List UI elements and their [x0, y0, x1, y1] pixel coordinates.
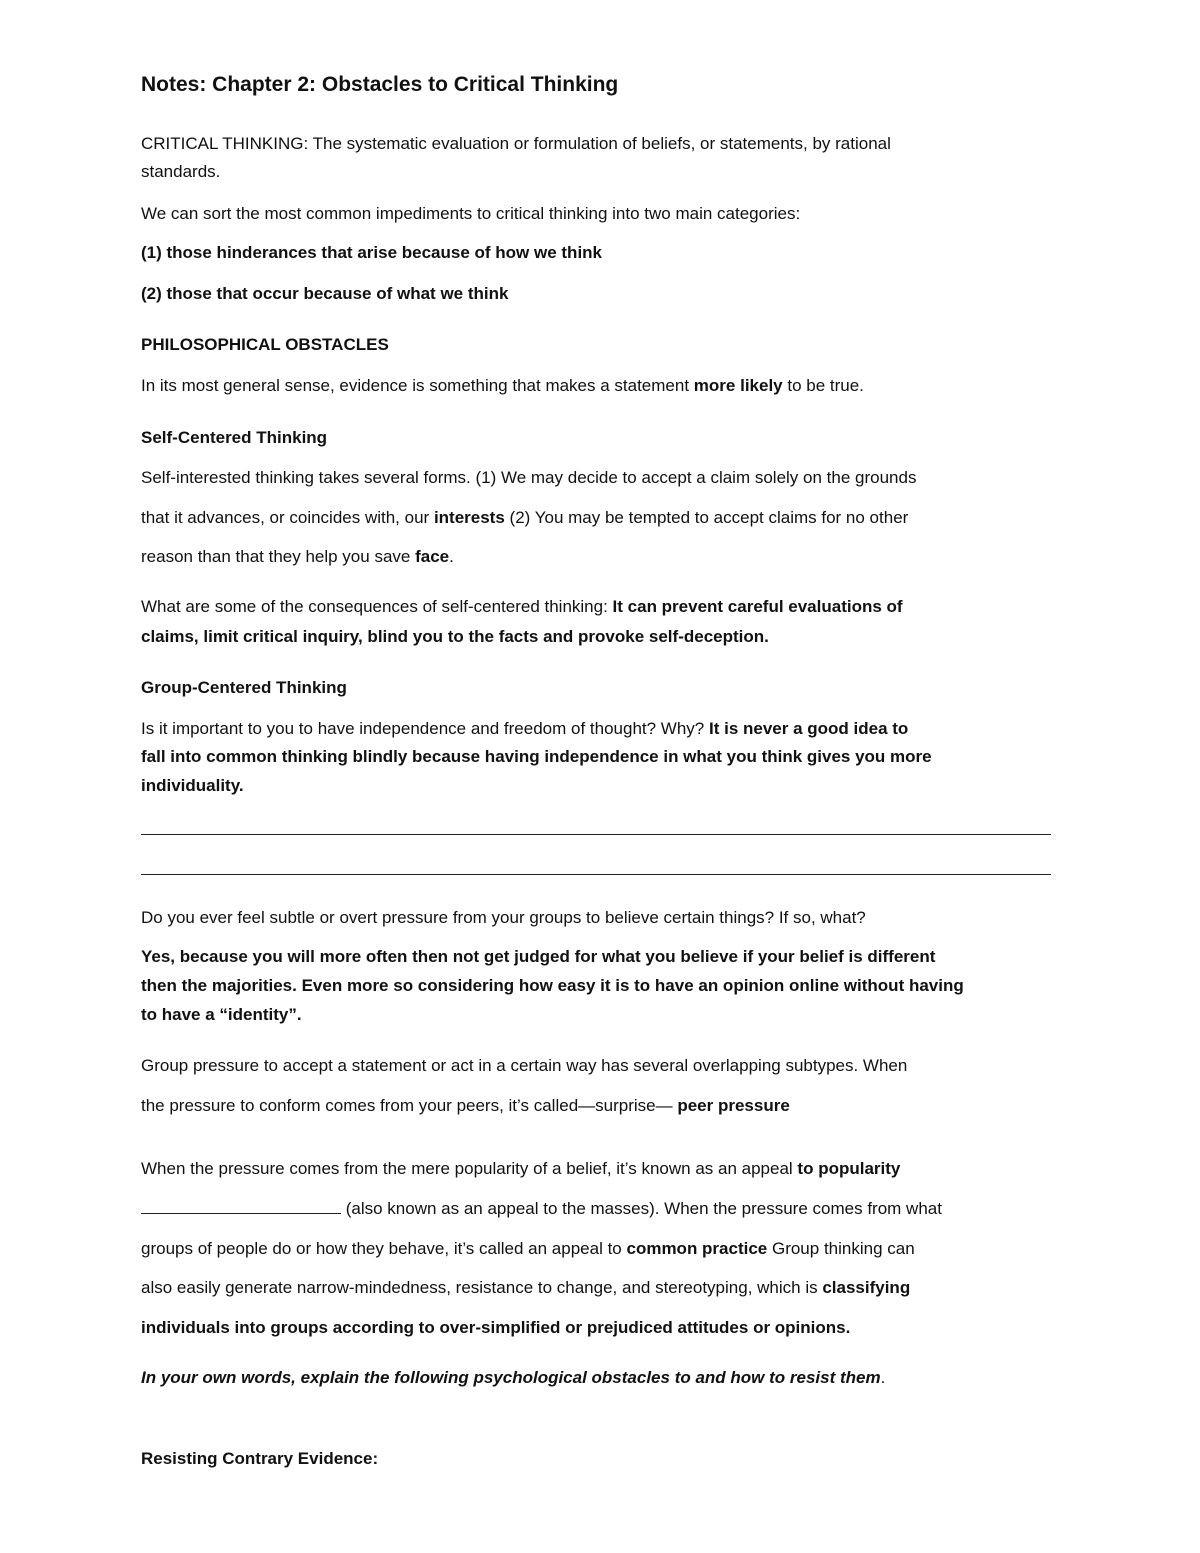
- answer-rule-2: [141, 874, 1051, 875]
- self-centered-text-2: (2) You may be tempted to accept claims for no other: [504, 508, 909, 527]
- category-2: (2) those that occur because of what we think: [141, 284, 509, 303]
- pressure-answer-3: to have a “identity”.: [141, 1005, 302, 1024]
- definition-text: The systematic evaluation or formulation of beliefs, or statements, by rational: [308, 134, 891, 153]
- independence-answer-1: It is never a good idea to: [708, 719, 909, 738]
- pressure-line-1: Group pressure to accept a statement or act in a certain way has several overlapping subtypes. When: [141, 1056, 908, 1075]
- independence-answer-3: individuality.: [141, 776, 244, 795]
- page-title: Notes: Chapter 2: Obstacles to Critical Thinking: [141, 73, 619, 96]
- consequences-question: What are some of the consequences of self-centered thinking:: [141, 597, 613, 616]
- intro-text: We can sort the most common impediments to critical thinking into two main categories:: [141, 204, 801, 223]
- popularity-answer: to popularity: [797, 1159, 901, 1178]
- peer-pressure-answer: peer pressure: [677, 1096, 790, 1115]
- self-centered-text-3: reason than that they help you save: [141, 547, 416, 566]
- evidence-text: In its most general sense, evidence is something that makes a statement: [141, 376, 694, 395]
- independence-line-1: [141, 718, 908, 740]
- common-practice-text: groups of people do or how they behave, it’s called an appeal to: [141, 1239, 627, 1258]
- group-thinking-text: Group thinking can: [767, 1239, 915, 1258]
- answer-rule-1: [141, 834, 1051, 835]
- definition-line-1: [141, 133, 891, 155]
- self-centered-text: that it advances, or coincides with, our: [141, 508, 434, 527]
- independence-question: Is it important to you to have independence and freedom of thought? Why?: [141, 719, 709, 738]
- evidence-answer: more likely: [693, 376, 783, 395]
- self-centered-line-3: [141, 546, 454, 568]
- pressure-line-4: [141, 1198, 942, 1220]
- definition-line-2: standards.: [141, 162, 221, 181]
- self-centered-line-1: Self-interested thinking takes several forms. (1) We may decide to accept a claim solely on the grounds: [141, 468, 917, 487]
- pressure-question: Do you ever feel subtle or overt pressure from your groups to believe certain things? If so, what?: [141, 908, 866, 927]
- popularity-text: When the pressure comes from the mere popularity of a belief, it’s known as an appeal: [141, 1159, 798, 1178]
- common-practice-answer: common practice: [626, 1239, 768, 1258]
- consequences-answer-2: claims, limit critical inquiry, blind you to the facts and provoke self-deception.: [141, 627, 769, 646]
- peer-text: the pressure to conform comes from your peers, it’s called—surprise—: [141, 1096, 678, 1115]
- instruction-period: .: [880, 1368, 886, 1387]
- self-centered-heading: Self-Centered Thinking: [141, 428, 328, 447]
- instruction-line: [141, 1367, 885, 1389]
- period: .: [449, 547, 454, 566]
- classifying-answer-2: individuals into groups according to over-simplified or prejudiced attitudes or opinions.: [141, 1318, 851, 1337]
- masses-text: (also known as an appeal to the masses). When the pressure comes from what: [341, 1199, 942, 1218]
- independence-answer-2: fall into common thinking blindly because having independence in what you think gives you more: [141, 747, 932, 766]
- pressure-line-5: [141, 1238, 915, 1260]
- group-centered-heading: Group-Centered Thinking: [141, 678, 347, 697]
- evidence-text-end: to be true.: [782, 376, 864, 395]
- interests-answer: interests: [433, 508, 505, 527]
- category-1: (1) those hinderances that arise because of how we think: [141, 243, 603, 262]
- definition-term: CRITICAL THINKING:: [141, 134, 309, 153]
- consequences-answer-1: It can prevent careful evaluations of: [612, 597, 903, 616]
- instruction-text: In your own words, explain the following psychological obstacles to and how to resist them: [141, 1368, 881, 1387]
- pressure-answer-1: Yes, because you will more often then not get judged for what you believe if your belief is different: [141, 947, 936, 966]
- philosophical-heading: PHILOSOPHICAL OBSTACLES: [141, 335, 389, 354]
- pressure-answer-2: then the majorities. Even more so considering how easy it is to have an opinion online without having: [141, 976, 964, 995]
- classifying-answer: classifying: [822, 1278, 911, 1297]
- pressure-line-2: [141, 1095, 790, 1117]
- resisting-heading: Resisting Contrary Evidence:: [141, 1449, 379, 1468]
- fill-in-blank: [141, 1199, 341, 1214]
- pressure-line-6: [141, 1277, 910, 1299]
- stereotyping-text: also easily generate narrow-mindedness, resistance to change, and stereotyping, which is: [141, 1278, 823, 1297]
- evidence-sentence: [141, 375, 864, 397]
- pressure-line-3: [141, 1158, 900, 1180]
- consequences-line-1: [141, 596, 903, 618]
- face-answer: face: [415, 547, 450, 566]
- self-centered-line-2: [141, 507, 908, 529]
